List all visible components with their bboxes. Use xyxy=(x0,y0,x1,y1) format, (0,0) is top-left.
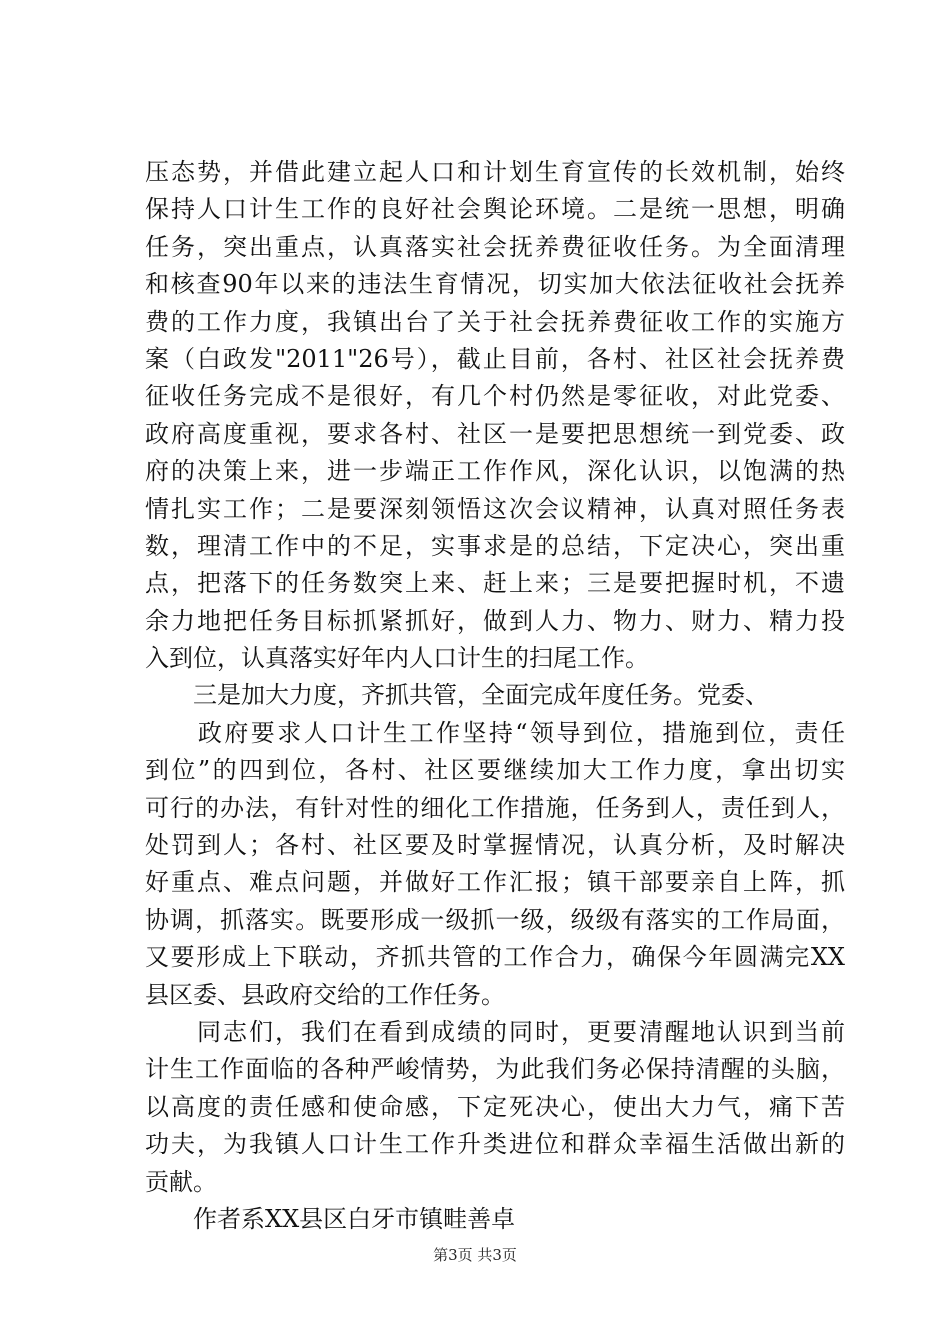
text-line: 计生工作面临的各种严峻情势，为此我们务必保持清醒的头脑， xyxy=(145,1055,845,1084)
paragraph-start-line: 政府要求人口计生工作坚持“领导到位，措施到位，责任 xyxy=(145,718,845,747)
text-line: 数，理清工作中的不足，实事求是的总结，下定决心，突出重 xyxy=(145,531,845,560)
text-line: 保持人口计生工作的良好社会舆论环境。二是统一思想，明确 xyxy=(145,195,845,224)
text-line: 征收任务完成不是很好，有几个村仍然是零征收，对此党委、 xyxy=(145,382,845,411)
page-footer: 第3页 共3页 xyxy=(433,1246,517,1264)
text-line: 任务，突出重点，认真落实社会抚养费征收任务。为全面清理 xyxy=(145,232,845,261)
text-line: 情扎实工作；二是要深刻领悟这次会议精神，认真对照任务表 xyxy=(145,494,845,523)
text-line: 府的决策上来，进一步端正工作作风，深化认识，以饱满的热 xyxy=(145,457,845,486)
text-line: 处罚到人；各村、社区要及时掌握情况，认真分析，及时解决 xyxy=(145,831,845,860)
text-line: 县区委、县政府交给的工作任务。 xyxy=(145,980,505,1009)
paragraph-start-line: 三是加大力度，齐抓共管，全面完成年度任务。党委、 xyxy=(145,681,769,710)
document-body xyxy=(145,154,845,1238)
text-line: 政府高度重视，要求各村、社区一是要把思想统一到党委、政 xyxy=(145,419,845,448)
text-line: 案（白政发"2011"26号），截止目前，各村、社区社会抚养费 xyxy=(145,344,845,373)
text-line: 入到位，认真落实好年内人口计生的扫尾工作。 xyxy=(145,644,649,673)
text-line: 贡献。 xyxy=(145,1167,217,1196)
text-line: 功夫，为我镇人口计生工作升类进位和群众幸福生活做出新的 xyxy=(145,1130,845,1159)
text-line: 点，把落下的任务数突上来、赶上来；三是要把握时机，不遗 xyxy=(145,569,845,598)
text-line: 以高度的责任感和使命感，下定死决心，使出大力气，痛下苦 xyxy=(145,1092,845,1121)
text-line: 好重点、难点问题，并做好工作汇报；镇干部要亲自上阵，抓 xyxy=(145,868,845,897)
text-line: 可行的办法，有针对性的细化工作措施，任务到人，责任到人， xyxy=(145,793,845,822)
text-line: 余力地把任务目标抓紧抓好，做到人力、物力、财力、精力投 xyxy=(145,606,845,635)
text-line: 到位”的四到位，各村、社区要继续加大工作力度，拿出切实 xyxy=(145,756,845,785)
paragraph-start-line: 同志们，我们在看到成绩的同时，更要清醒地认识到当前 xyxy=(145,1017,845,1046)
author-line: 作者系XX县区白牙市镇畦善卓 xyxy=(145,1204,516,1233)
text-line: 压态势，并借此建立起人口和计划生育宣传的长效机制，始终 xyxy=(145,158,845,186)
text-line: 和核查90年以来的违法生育情况，切实加大依法征收社会抚养 xyxy=(145,270,845,299)
text-line: 费的工作力度，我镇出台了关于社会抚养费征收工作的实施方 xyxy=(145,307,845,336)
text-line: 协调，抓落实。既要形成一级抓一级，级级有落实的工作局面， xyxy=(145,905,845,934)
text-line: 又要形成上下联动，齐抓共管的工作合力，确保今年圆满完XX xyxy=(145,943,845,972)
